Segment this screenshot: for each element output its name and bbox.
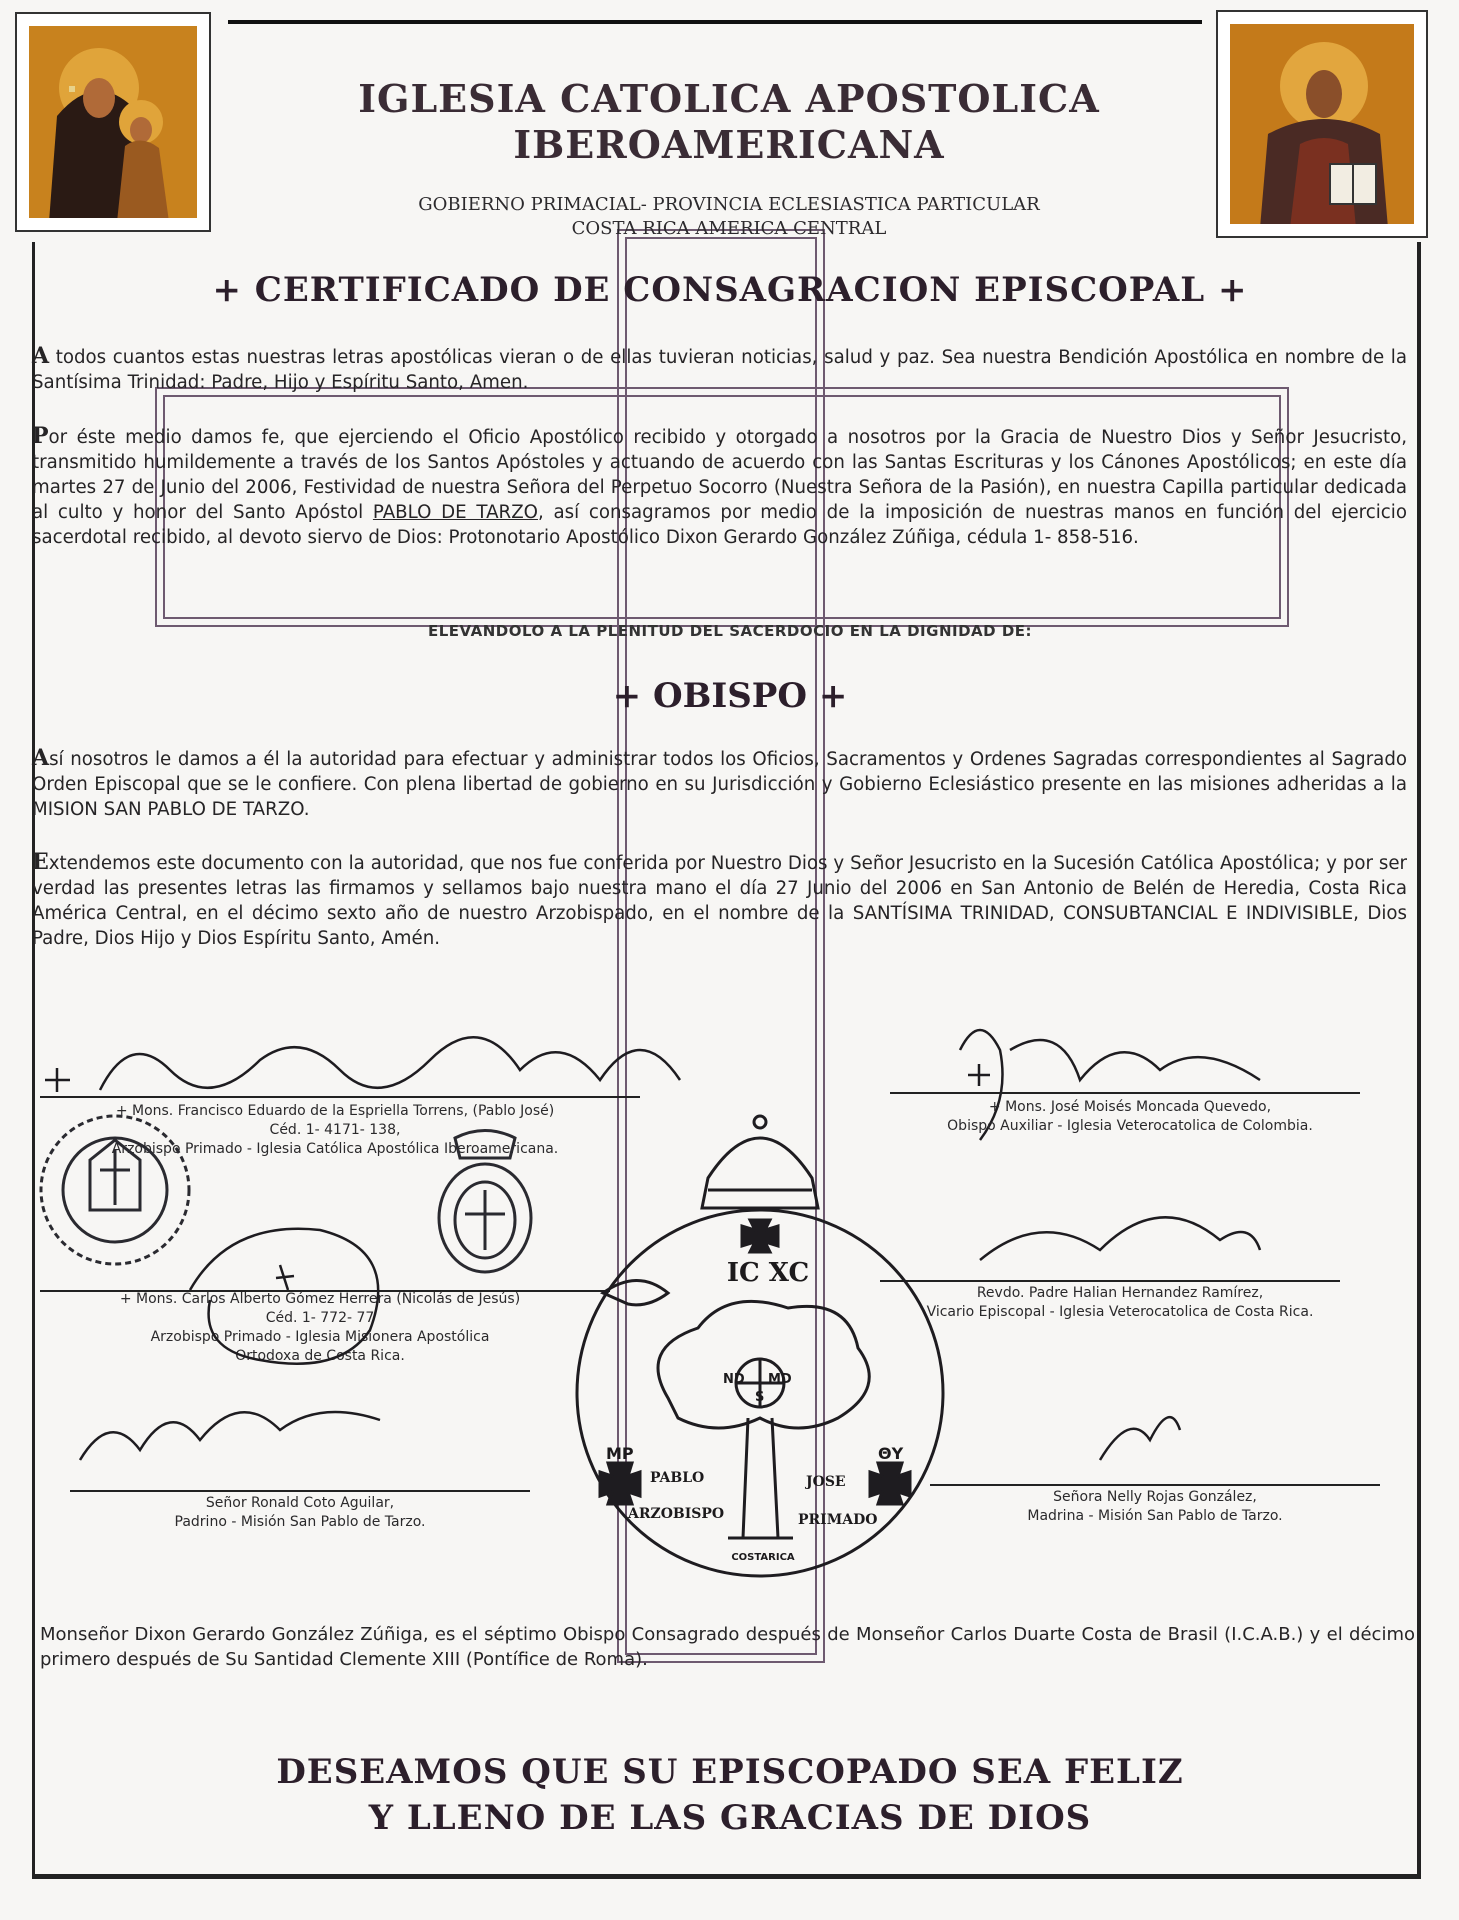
paragraph-consecration [32,424,1407,550]
paragraph-text: todos cuantos estas nuestras letras apostólicas vieran o de ellas tuvieran noticias, salud y paz. Sea nuestra Bendición Apostólica en nombre de la Santísima Trinidad: Padre, Hijo y Espíritu Santo, Amen. [32,347,1407,393]
closing-wish-line2: Y LLENO DE LAS GRACIAS DE DIOS [368,1798,1092,1838]
seal-primado: PRIMADO [798,1512,878,1528]
signer-name: + Mons. José Moisés Moncada Quevedo, [988,1099,1272,1115]
seal-md: MD [768,1372,792,1387]
episcopal-seal [548,1108,974,1588]
signer-name: Señor Ronald Coto Aguilar, [205,1495,395,1511]
drop-cap: P [32,423,49,449]
signer-role: Vicario Episcopal - Iglesia Veterocatolica de Costa Rica. [926,1304,1314,1320]
coat-of-arms [420,1128,550,1278]
christ-pantocrator-icon [1216,10,1428,238]
signer-role: Arzobispo Primado - Iglesia Misionera Apostólica [150,1329,490,1345]
signer-role: Obispo Auxiliar - Iglesia Veterocatolica de Colombia. [947,1118,1313,1134]
top-rule [228,20,1202,24]
seal-mp: MP [606,1444,634,1463]
signer-role: Padrino - Misión San Pablo de Tarzo. [174,1514,426,1530]
elevation-line: ELEVANDOLO A LA PLENITUD DEL SACERDOCIO EN LA DIGNIDAD DE: [427,622,1033,640]
signer-name: + Mons. Francisco Eduardo de la Espriella Torrens, (Pablo José) [115,1103,555,1119]
paragraph-extension [32,850,1407,951]
signer-name: Revdo. Padre Halian Hernandez Ramírez, [976,1285,1264,1301]
paragraph-text: xtendemos este documento con la autoridad, que nos fue conferida por Nuestro Dios y Señor Jesucristo en la Sucesión Católica Apostólica; y por ser verdad las presentes letras las firmamos y sellamos bajo nuestra mano el día 27 Junio del 2006 en San Antonio de Belén de Heredia, Costa Rica América Central, en el décimo sexto año de nuestro Arzobispado, en el nombre de la SANTÍSIMA TRINIDAD, CONSUBTANCIAL E INDIVISIBLE, Dios Padre, Dios Hijo y Dios Espíritu Santo, Amén. [32,853,1407,949]
signer-name: + Mons. Carlos Alberto Gómez Herrera (Nicolás de Jesús) [119,1291,521,1307]
seal-jose: JOSE [806,1474,846,1490]
church-name-line2: IBEROAMERICANA [513,122,945,167]
signature-line-2 [890,1092,1360,1094]
government-line: GOBIERNO PRIMACIAL- PROVINCIA ECLESIASTICA PARTICULAR [418,194,1040,215]
drop-cap: A [32,343,50,369]
certificate-title: + CERTIFICADO DE CONSAGRACION EPISCOPAL + [212,270,1248,310]
drop-cap: E [32,849,49,875]
signer-role: Madrina - Misión San Pablo de Tarzo. [1027,1508,1283,1524]
seal-arzobispo: ARZOBISPO [628,1506,725,1522]
church-name-line1: IGLESIA CATOLICA APOSTOLICA [358,76,1100,121]
signer-role: Ortodoxa de Costa Rica. [235,1348,405,1364]
closing-wish-line1: DESEAMOS QUE SU EPISCOPADO SEA FELIZ [276,1752,1184,1792]
signature-line-5 [70,1490,530,1492]
paragraph-text: or éste medio damos fe, que ejerciendo el Oficio Apostólico recibido y otorgado a nosotros por la Gracia de Nuestro Dios y Señor Jesucristo, transmitido humildemente a través de los Santos Apóstoles y actuando de acuerdo con las Santas Escrituras y los Cánones Apostólicos; en este día martes 27 de Junio del 2006, Festividad de nuestra Señora del Perpetuo Socorro (Nuestra Señora de la Pasión), en nuestra Capilla particular dedicada al culto y honor del Santo Apóstol [32,427,1407,523]
seal-ny: ΘY [878,1444,904,1463]
madonna-icon [15,12,211,232]
apostle-name: PABLO DE TARZO [372,502,538,523]
rank-title: + OBISPO + [612,676,848,716]
signature-line-6 [930,1484,1380,1486]
paragraph-text: sí nosotros le damos a él la autoridad para efectuar y administrar todos los Oficios, Sacramentos y Ordenes Sagradas correspondientes al Sagrado Orden Episcopal que se le confiere. Con plena libertad de gobierno en su Jurisdicción y Gobierno Eclesiástico presente en las misiones adheridas a la MISION SAN PABLO DE TARZO. [32,749,1407,820]
country-line: COSTA RICA AMERICA CENTRAL [571,218,887,239]
paragraph-authority [32,746,1407,822]
signer-role: Arzobispo Primado - Iglesia Católica Apostólica Iberoamericana. [111,1141,559,1157]
signer-name: Señora Nelly Rojas González, [1053,1489,1257,1505]
signature-line-1 [40,1096,640,1098]
drop-cap: A [32,745,50,771]
seal-monogram: IC XC [726,1258,810,1288]
signature-loop [170,1210,410,1380]
signature-caption-6 [930,1488,1380,1526]
signer-id: Céd. 1- 772- 77 [265,1310,375,1326]
seal-country: COSTARICA [731,1552,795,1563]
signature-caption-5 [70,1494,530,1532]
seal-nd: ND [723,1372,745,1387]
signer-id: Céd. 1- 4171- 138, [269,1122,401,1138]
footer-note: Monseñor Dixon Gerardo González Zúñiga, es el séptimo Obispo Consagrado después de Monseñor Carlos Duarte Costa de Brasil (I.C.A.B.) y el décimo primero después de Su Santidad Clemente XIII (Pontífice de Roma). [40,1624,1415,1670]
paragraph-text: , así consagramos por medio de la imposición de nuestras manos en función del ejercicio sacerdotal recibido, al devoto siervo de Dios: Protonotario Apostólico Dixon Gerardo González Zúñiga, cédula 1- 858-516. [32,502,1407,548]
paragraph-greeting [32,344,1407,395]
seal-s: S [755,1390,765,1405]
seal-pablo: PABLO [650,1470,705,1486]
